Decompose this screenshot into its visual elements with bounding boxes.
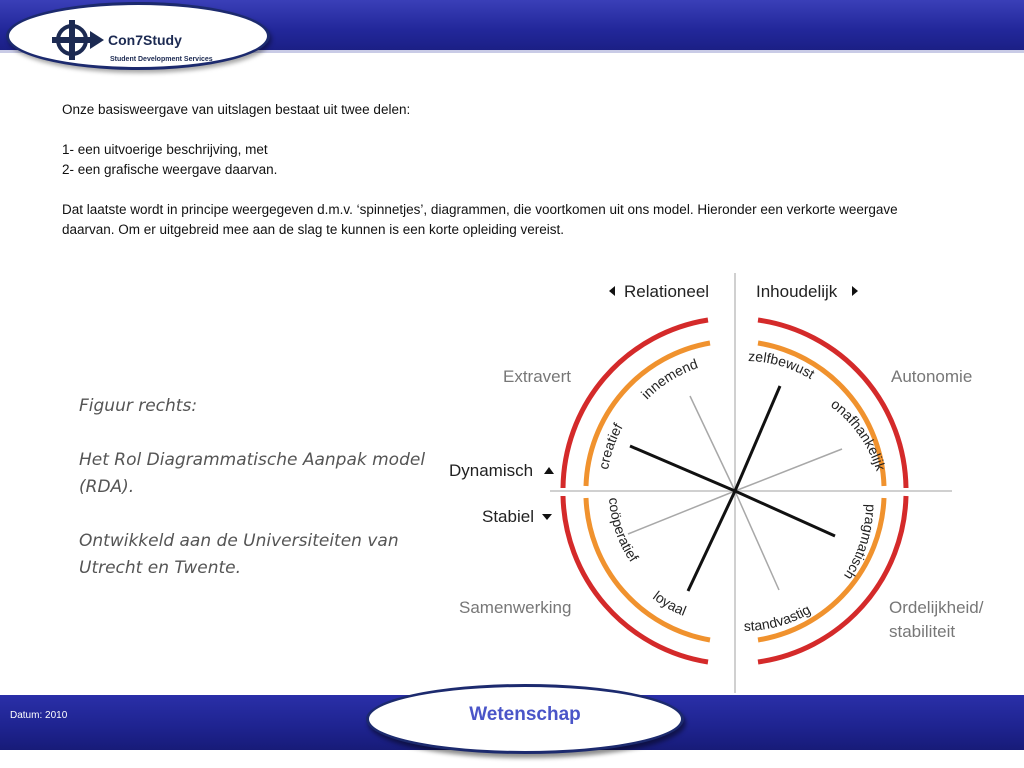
intro-line: Onze basisweergave van uitslagen bestaat uit twee delen: xyxy=(62,102,411,117)
figure-caption xyxy=(79,393,429,582)
spoke-loyaal xyxy=(688,491,735,591)
axis-label-relationeel: Relationeel xyxy=(624,282,710,301)
axis-label-stabiel: Stabiel xyxy=(482,507,534,526)
label-cooperatief: coöperatief xyxy=(605,496,642,565)
quadrant-extravert: Extravert xyxy=(503,367,572,386)
spoke-creatief xyxy=(630,446,735,491)
label-zelfbewust: zelfbewust xyxy=(747,347,818,382)
caption-model: Het Rol Diagrammatische Aanpak model (RDA). xyxy=(79,450,426,497)
arrow-left-icon xyxy=(609,286,615,296)
caption-heading: Figuur rechts: xyxy=(79,396,198,416)
axis-label-inhoudelijk: Inhoudelijk xyxy=(756,282,838,301)
section-title: Wetenschap xyxy=(469,704,581,725)
footer-date: Datum: 2010 xyxy=(10,710,68,721)
brand-subtitle: Student Development Services xyxy=(110,56,213,63)
quadrant-samenwerking: Samenwerking xyxy=(459,598,572,617)
intro-item-1: 1- een uitvoerige beschrijving, met xyxy=(62,142,268,157)
logo-icon xyxy=(52,20,106,60)
arrow-right-icon xyxy=(852,286,858,296)
spoke-pragmatisch xyxy=(735,491,835,536)
intro-item-2: 2- een grafische weergave daarvan. xyxy=(62,162,278,177)
intro-paragraph: Dat laatste wordt in principe weergegeven d.m.v. ‘spinnetjes’, diagrammen, die voortkomen uit ons model. Hieronder een verkorte weergave daarvan. Om er uitgebreid mee aan de slag te kunnen is een korte opleiding vereist. xyxy=(62,202,898,237)
quadrant-autonomie: Autonomie xyxy=(891,367,973,386)
quadrant-ordelijkheid-line-1: Ordelijkheid/ xyxy=(889,598,984,617)
caption-origin: Ontwikkeld aan de Universiteiten van Utrecht en Twente. xyxy=(79,531,399,578)
quadrant-ordelijkheid-line-2: stabiliteit xyxy=(889,622,956,641)
rda-diagram xyxy=(440,268,1024,698)
label-onafhankelijk: onafhankelijk xyxy=(828,395,890,473)
label-innemend: innemend xyxy=(637,355,700,403)
label-pragmatisch: pragmatisch xyxy=(841,503,880,583)
brand-name: Con7Study xyxy=(108,32,182,48)
inner-ring-bottom-left xyxy=(586,498,710,640)
label-standvastig: standvastig xyxy=(743,601,814,635)
spoke-standvastig xyxy=(735,491,779,590)
axis-label-dynamisch: Dynamisch xyxy=(449,461,534,480)
label-loyaal: loyaal xyxy=(650,587,689,619)
outer-ring-top-left xyxy=(563,320,708,488)
spoke-innemend xyxy=(690,396,735,491)
outer-ring-bottom-left xyxy=(563,496,708,662)
arrow-down-icon xyxy=(542,514,552,520)
label-creatief: creatief xyxy=(595,420,626,471)
intro-text xyxy=(62,100,922,240)
arrow-up-icon xyxy=(544,467,554,474)
